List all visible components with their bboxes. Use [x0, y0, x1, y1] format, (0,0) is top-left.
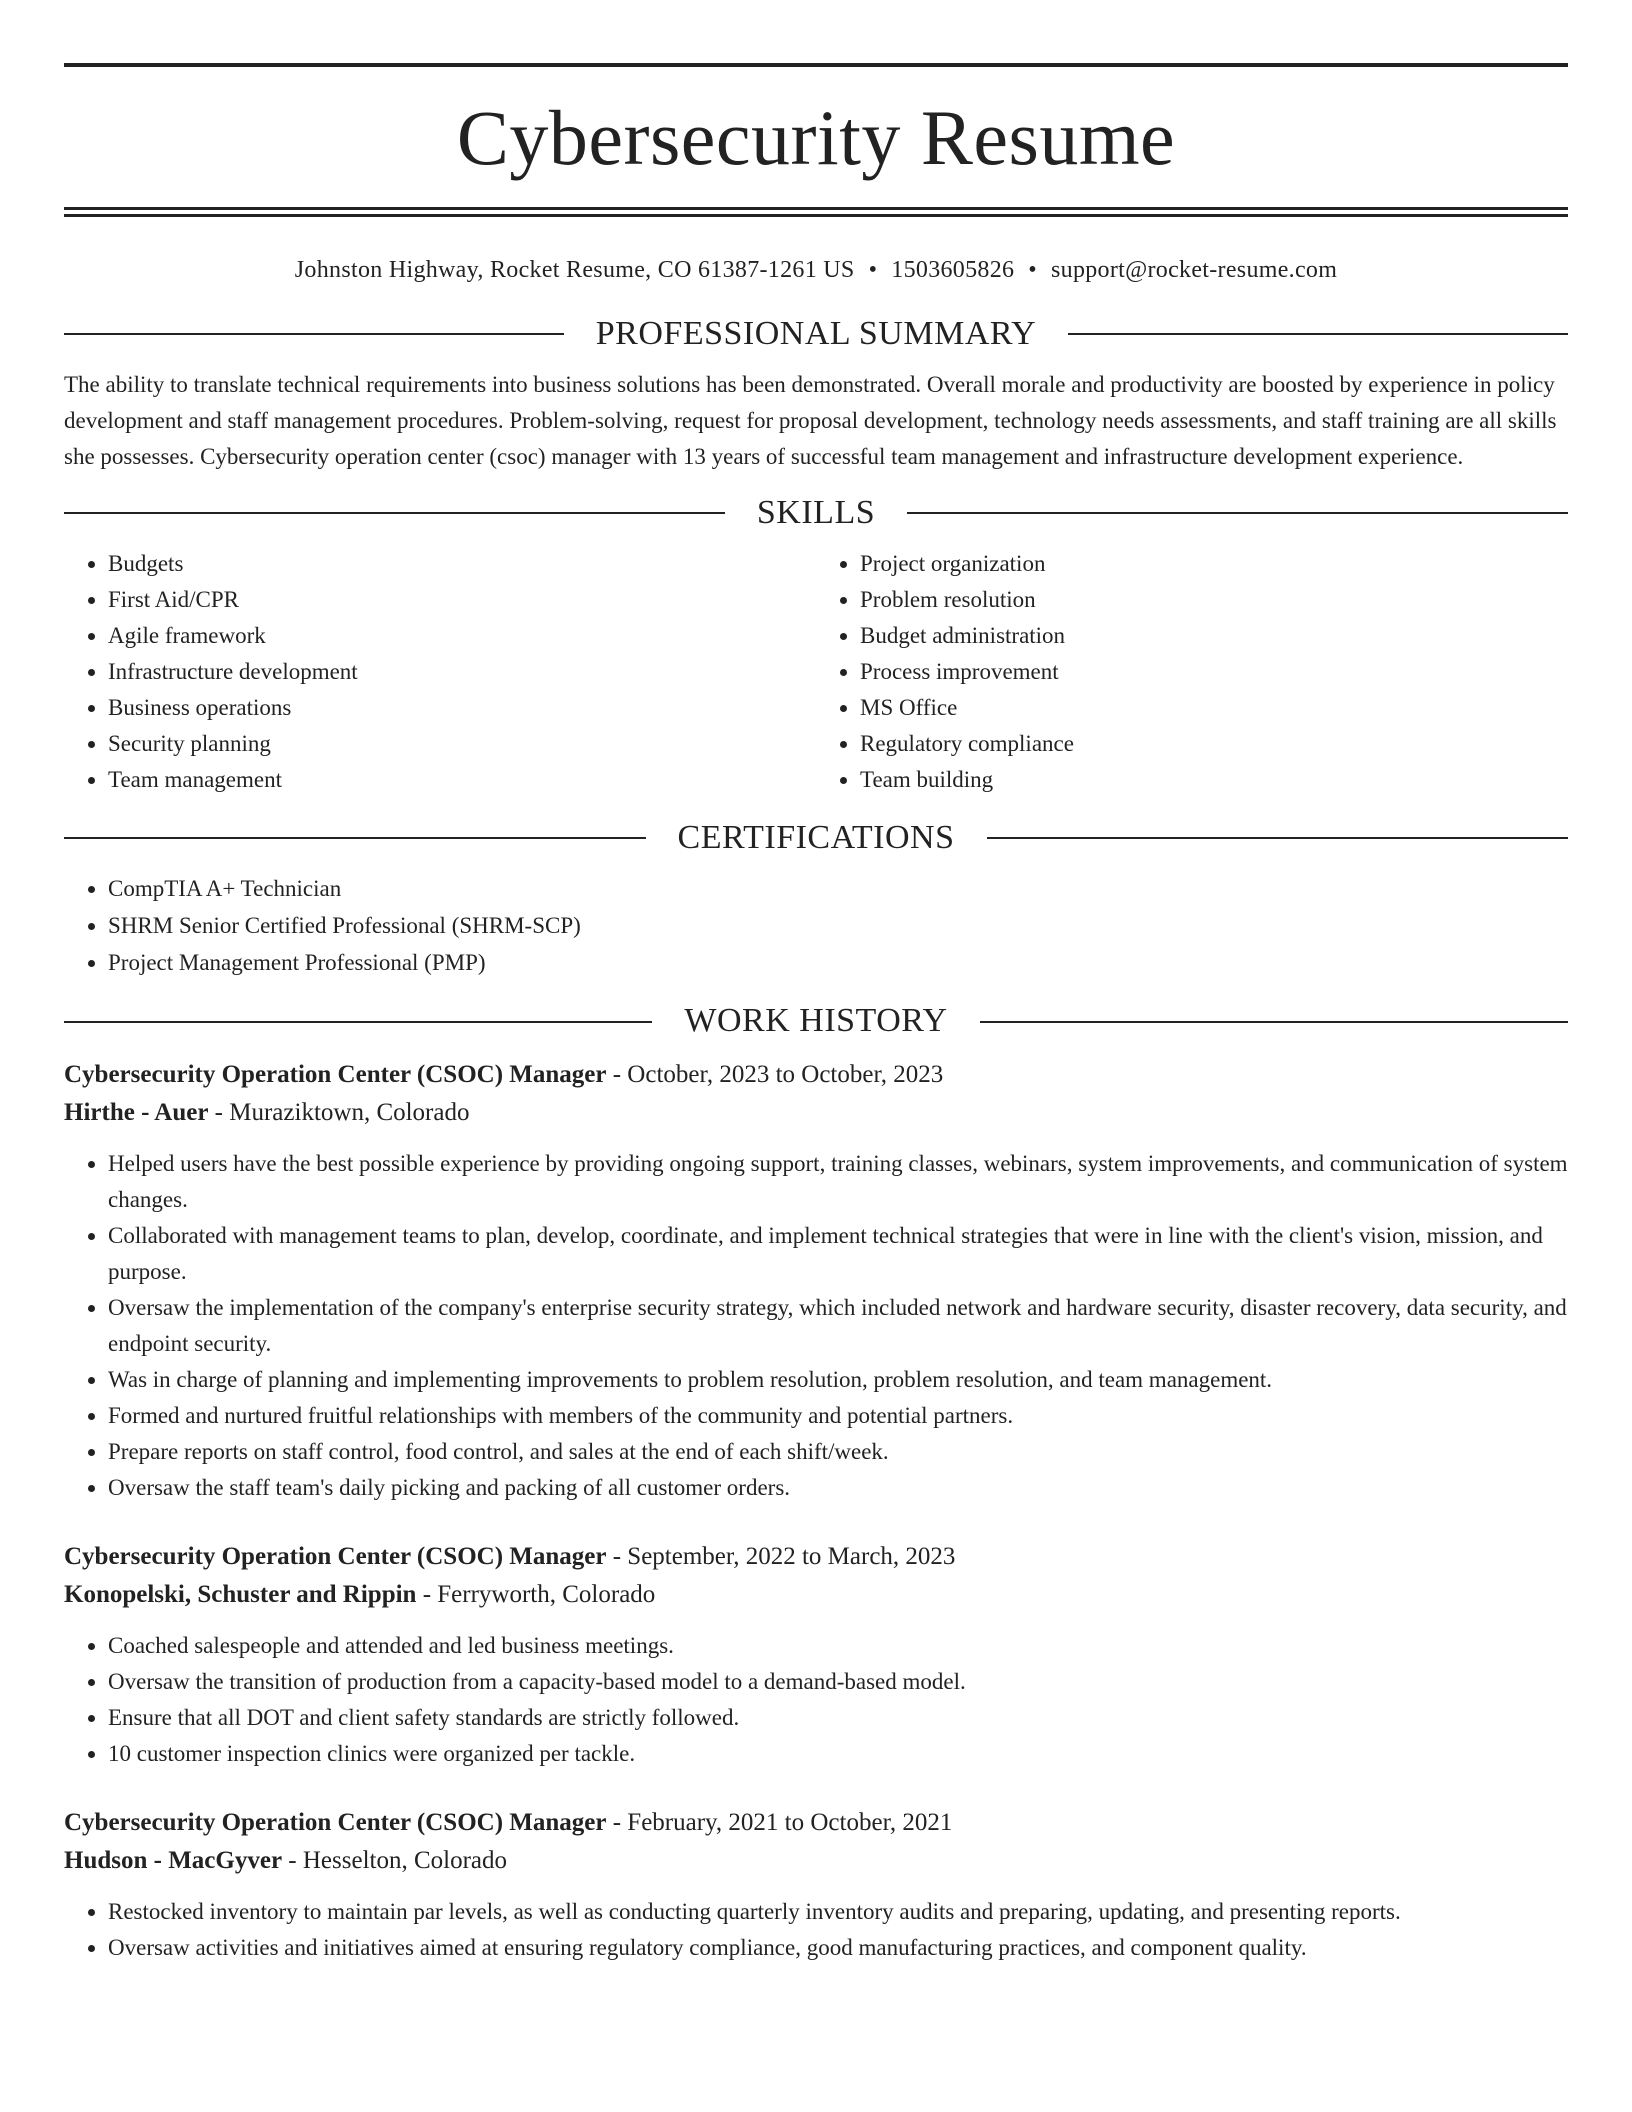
certification-item: • CompTIA A+ Technician: [108, 870, 1568, 907]
skills-heading-label: SKILLS: [756, 493, 876, 531]
contact-phone: 1503605826: [891, 257, 1015, 283]
heading-rule-right: [987, 837, 1569, 839]
job-company-line: [64, 1094, 1568, 1132]
job-entry: [64, 1804, 1568, 1966]
job-title-line: [64, 1056, 1568, 1094]
job-company: Konopelski, Schuster and Rippin: [64, 1581, 417, 1609]
skill-item: • Business operations: [108, 690, 816, 726]
heading-rule-left: [64, 1021, 652, 1023]
job-dates: - September, 2022 to March, 2023: [606, 1543, 956, 1571]
job-bullet: • Was in charge of planning and implementing improvements to problem resolution, problem resolution, and team management.: [108, 1362, 1568, 1398]
job-company: Hirthe - Auer: [64, 1099, 209, 1127]
work-history-list: [64, 1056, 1568, 1966]
contact-separator: •: [868, 257, 878, 283]
job-bullet: • Restocked inventory to maintain par levels, as well as conducting quarterly inventory audits and preparing, updating, and presenting reports.: [108, 1894, 1568, 1930]
heading-rule-left: [64, 837, 646, 839]
job-role: Cybersecurity Operation Center (CSOC) Manager: [64, 1543, 607, 1571]
skill-item: • Regulatory compliance: [860, 726, 1568, 762]
contact-address: Johnston Highway, Rocket Resume, CO 61387-1261 US: [294, 257, 855, 283]
skill-item: • Budgets: [108, 546, 816, 582]
job-bullet: • Ensure that all DOT and client safety standards are strictly followed.: [108, 1700, 1568, 1736]
job-role: Cybersecurity Operation Center (CSOC) Manager: [64, 1061, 607, 1089]
skill-item: • MS Office: [860, 690, 1568, 726]
job-dates: - February, 2021 to October, 2021: [606, 1809, 953, 1837]
job-bullets: [64, 1894, 1568, 1966]
title-double-rule: [64, 207, 1568, 217]
job-entry: [64, 1538, 1568, 1772]
certifications-heading: [64, 818, 1568, 859]
job-bullet: • Prepare reports on staff control, food control, and sales at the end of each shift/week.: [108, 1434, 1568, 1470]
contact-email: support@rocket-resume.com: [1051, 257, 1338, 283]
work-history-heading: [64, 1001, 1568, 1042]
job-bullet: • Coached salespeople and attended and led business meetings.: [108, 1628, 1568, 1664]
skill-item: • Agile framework: [108, 618, 816, 654]
heading-rule-left: [64, 333, 564, 335]
summary-text: The ability to translate technical requirements into business solutions has been demonstrated. Overall morale and productivity are boosted by experience in policy development and staff management procedures. Problem-solving, request for proposal development, technology needs assessments, and staff training are all skills she possesses. Cybersecurity operation center (csoc) manager with 13 years of successful team management and infrastructure development experience.: [64, 371, 1557, 469]
contact-separator: •: [1028, 257, 1037, 283]
skill-item: • Problem resolution: [860, 582, 1568, 618]
job-company-line: [64, 1576, 1568, 1614]
certification-item: • Project Management Professional (PMP): [108, 944, 1568, 981]
top-rule: [64, 63, 1568, 67]
job-entry: [64, 1056, 1568, 1506]
job-bullets: [64, 1146, 1568, 1506]
job-bullet: • 10 customer inspection clinics were organized per tackle.: [108, 1736, 1568, 1772]
job-bullet: • Collaborated with management teams to plan, develop, coordinate, and implement technical strategies that were in line with the client's vision, mission, and purpose.: [108, 1218, 1568, 1290]
skill-item: • Security planning: [108, 726, 816, 762]
skill-item: • Infrastructure development: [108, 654, 816, 690]
summary-heading-label: PROFESSIONAL SUMMARY: [595, 315, 1037, 352]
summary-heading: [64, 314, 1568, 355]
job-bullet: • Oversaw the implementation of the company's enterprise security strategy, which included network and hardware security, disaster recovery, data security, and endpoint security.: [108, 1290, 1568, 1362]
heading-rule-right: [907, 512, 1568, 514]
job-bullet: • Oversaw activities and initiatives aimed at ensuring regulatory compliance, good manufacturing practices, and component quality.: [108, 1930, 1568, 1966]
work-history-heading-label: WORK HISTORY: [684, 1002, 948, 1040]
job-title-line: [64, 1538, 1568, 1576]
skills-columns: [64, 546, 1568, 798]
resume-title: Cybersecurity Resume: [456, 94, 1176, 181]
skill-item: • Process improvement: [860, 654, 1568, 690]
job-bullet: • Helped users have the best possible experience by providing ongoing support, training classes, webinars, system improvements, and communication of system changes.: [108, 1146, 1568, 1218]
skills-list-left: [64, 546, 816, 798]
skill-item: • Budget administration: [860, 618, 1568, 654]
job-bullets: [64, 1628, 1568, 1772]
skills-heading: [64, 493, 1568, 534]
job-bullet: • Oversaw the transition of production from a capacity-based model to a demand-based model.: [108, 1664, 1568, 1700]
job-title-line: [64, 1804, 1568, 1842]
job-bullet: • Oversaw the staff team's daily picking and packing of all customer orders.: [108, 1470, 1568, 1506]
certifications-list: [64, 870, 1568, 981]
job-location: - Muraziktown, Colorado: [208, 1099, 470, 1127]
skill-item: • First Aid/CPR: [108, 582, 816, 618]
skills-list-right: [816, 546, 1568, 798]
job-role: Cybersecurity Operation Center (CSOC) Manager: [64, 1809, 607, 1837]
contact-line: [64, 257, 1568, 284]
skill-item: • Team building: [860, 762, 1568, 798]
skill-item: • Project organization: [860, 546, 1568, 582]
heading-rule-right: [980, 1021, 1568, 1023]
job-dates: - October, 2023 to October, 2023: [606, 1061, 944, 1089]
certifications-heading-label: CERTIFICATIONS: [677, 818, 955, 856]
job-bullet: • Formed and nurtured fruitful relationships with members of the community and potential partners.: [108, 1398, 1568, 1434]
job-company: Hudson - MacGyver: [64, 1847, 283, 1875]
heading-rule-right: [1068, 333, 1568, 335]
heading-rule-left: [64, 512, 725, 514]
skill-item: • Team management: [108, 762, 816, 798]
job-company-line: [64, 1842, 1568, 1880]
job-location: - Ferryworth, Colorado: [416, 1581, 656, 1609]
certification-item: • SHRM Senior Certified Professional (SHRM-SCP): [108, 907, 1568, 944]
job-location: - Hesselton, Colorado: [282, 1847, 508, 1875]
